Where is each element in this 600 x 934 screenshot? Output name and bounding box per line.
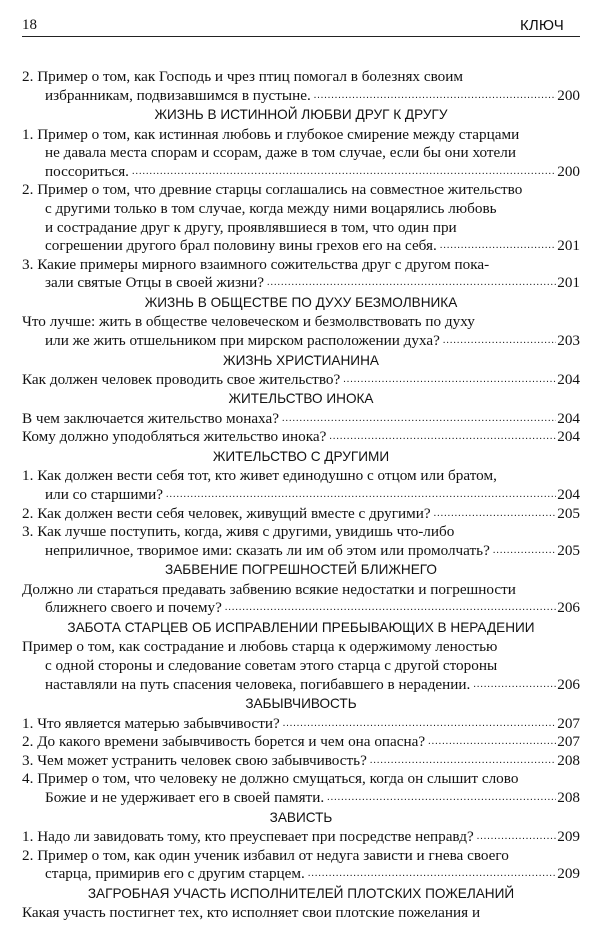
toc-entry-line (22, 332, 580, 351)
toc-entry-line (22, 68, 580, 87)
entry-text: Пример о том, как сострадание и любовь старца к одержимому леностью (22, 638, 498, 656)
toc-entry-line (22, 200, 580, 219)
toc-entry-line (22, 87, 580, 106)
dot-leader (434, 505, 557, 524)
entry-text: и сострадание друг к другу, проявлявшиеся в том, что один при (45, 218, 457, 236)
toc-entry-line (22, 638, 580, 657)
entry-page-number: 200 (557, 162, 580, 180)
entry-page-number: 206 (557, 599, 580, 617)
entry-text: 1. Что является матерью забывчивости? (22, 714, 280, 732)
toc-entry-line (22, 313, 580, 332)
toc-entry-line (22, 237, 580, 256)
entry-text: 3. Какие примеры мирного взаимного сожительства друг с другом пока- (22, 255, 490, 273)
section-heading: ЗАБВЕНИЕ ПОГРЕШНОСТЕЙ БЛИЖНЕГО (165, 562, 437, 578)
entry-page-number: 209 (557, 827, 580, 845)
toc-entry-line (22, 752, 580, 771)
entry-page-number: 201 (557, 274, 580, 292)
dot-leader (443, 332, 556, 351)
dot-leader (327, 789, 556, 808)
dot-leader (370, 752, 556, 771)
entry-text: Должно ли стараться предавать забвению всякие недостатки и погрешности (22, 580, 516, 598)
dot-leader (267, 274, 556, 293)
toc-entry-line (22, 428, 580, 447)
dot-leader (473, 676, 556, 695)
toc-entry-line (22, 581, 580, 600)
entry-page-number: 203 (557, 331, 580, 349)
section-heading: ЗАГРОБНАЯ УЧАСТЬ ИСПОЛНИТЕЛЕЙ ПЛОТСКИХ ПОЖЕЛАНИЙ (87, 885, 515, 901)
entry-text: В чем заключается жительство монаха? (22, 409, 279, 427)
entry-text: 2. Пример о том, что древние старцы соглашались на совместное жительство (22, 181, 523, 199)
toc-entry-line (22, 676, 580, 695)
toc-entry-line (22, 181, 580, 200)
entry-text: 3. Как лучше поступить, когда, живя с другими, увидишь что-либо (22, 523, 455, 541)
dot-leader (166, 486, 556, 505)
toc-entry-line (22, 770, 580, 789)
section-heading: ЖИЗНЬ ХРИСТИАНИНА (223, 352, 379, 368)
section-heading: ЖИЗНЬ В ОБЩЕСТВЕ ПО ДУХУ БЕЗМОЛВНИКА (144, 294, 458, 310)
toc-entry-line (22, 505, 580, 524)
entry-text: с другими только в том случае, когда между ними воцарялись любовь (45, 199, 497, 217)
dot-leader (440, 237, 556, 256)
entry-text: или же жить отшельником при мирском расположении духа? (45, 331, 440, 349)
toc-entry-line (22, 256, 580, 275)
toc-entry-line (22, 274, 580, 293)
entry-text: Как должен человек проводить свое жительство? (22, 370, 341, 388)
entry-text: 3. Чем может устранить человек свою забывчивость? (22, 751, 367, 769)
toc-entry-line (22, 599, 580, 618)
entry-text: 1. Как должен вести себя тот, кто живет единодушно с отцом или братом, (22, 467, 497, 485)
entry-page-number: 208 (557, 788, 580, 806)
entry-text: Кому должно уподобляться жительство инока? (22, 428, 327, 446)
toc-entry-line (22, 486, 580, 505)
entry-text: 1. Пример о том, как истинная любовь и глубокое смирение между старцами (22, 125, 520, 143)
entry-text: 2. Как должен вести себя человек, живущий вместе с другими? (22, 504, 431, 522)
page-number: 18 (22, 17, 37, 33)
entry-text: не давала места спорам и ссорам, даже в том случае, если бы они хотели (45, 144, 516, 162)
section-heading: ЖИТЕЛЬСТВО ИНОКА (228, 391, 374, 407)
toc-entry-line (22, 733, 580, 752)
entry-page-number: 205 (557, 504, 580, 522)
entry-text: избранникам, подвизавшимся в пустыне. (45, 86, 311, 104)
entry-text: зали святые Отцы в своей жизни? (45, 274, 265, 292)
toc-entry-line (22, 144, 580, 163)
entry-page-number: 207 (557, 733, 580, 751)
dot-leader (428, 733, 556, 752)
dot-leader (225, 599, 556, 618)
dot-leader (282, 410, 556, 429)
toc-entry-line (22, 657, 580, 676)
entry-text: с одной стороны и следование советам этого старца с другой стороны (45, 656, 498, 674)
entry-text: 2. Пример о том, как один ученик избавил от недуга зависти и гнева своего (22, 846, 509, 864)
entry-text: 2. Пример о том, как Господь и чрез птиц помогал в болезнях своим (22, 68, 463, 85)
entry-page-number: 209 (557, 865, 580, 883)
toc-entry-line (22, 410, 580, 429)
entry-text: Какая участь постигнет тех, кто исполняет свои плотские пожелания и (22, 904, 481, 922)
entry-page-number: 201 (557, 237, 580, 255)
entry-page-number: 204 (557, 428, 580, 446)
entry-page-number: 206 (557, 675, 580, 693)
toc-entry-line (22, 163, 580, 182)
toc-entry-line (22, 789, 580, 808)
entry-text: Божие и не удерживает его в своей памяти. (45, 788, 325, 806)
dot-leader (477, 828, 557, 847)
entry-text: наставляли на путь спасения человека, погибавшего в нерадении. (45, 675, 471, 693)
toc-entry-line (22, 219, 580, 238)
section-heading: ЗАВИСТЬ (269, 809, 333, 825)
running-header (22, 12, 580, 37)
toc-entry-line (22, 523, 580, 542)
entry-text: 4. Пример о том, что человеку не должно смущаться, когда он слышит слово (22, 770, 519, 788)
entry-page-number: 200 (557, 86, 580, 104)
toc-entry-line (22, 715, 580, 734)
entry-page-number: 204 (557, 486, 580, 504)
dot-leader (132, 163, 556, 182)
toc-entry-line (22, 467, 580, 486)
entry-page-number: 204 (557, 409, 580, 427)
dot-leader (314, 87, 556, 106)
entry-text: неприличное, творимое ими: сказать ли им об этом или промолчать? (45, 541, 490, 559)
section-heading: ЗАБЫВЧИВОСТЬ (245, 696, 357, 712)
entry-text: согрешении другого брал половину вины грехов его на себя. (45, 237, 437, 255)
entry-page-number: 204 (557, 370, 580, 388)
entry-text: 2. До какого времени забывчивость борется и чем она опасна? (22, 733, 426, 751)
toc-entry-line (22, 847, 580, 866)
dot-leader (493, 542, 556, 561)
toc-entry-line (22, 126, 580, 145)
toc-entry-line (22, 904, 580, 923)
dot-leader (308, 865, 556, 884)
entry-text: поссориться. (45, 162, 129, 180)
entry-text: или со старшими? (45, 486, 163, 504)
section-heading: ЖИЗНЬ В ИСТИННОЙ ЛЮБВИ ДРУГ К ДРУГУ (154, 107, 448, 123)
entry-text: Что лучше: жить в обществе человеческом и безмолвствовать по духу (22, 313, 475, 331)
section-heading: ЗАБОТА СТАРЦЕВ ОБ ИСПРАВЛЕНИИ ПРЕБЫВАЮЩИХ В НЕРАДЕНИИ (67, 620, 535, 635)
running-title: КЛЮЧ (519, 17, 564, 34)
entry-text: старца, примирив его с другим старцем. (45, 865, 305, 883)
toc-entry-line (22, 371, 580, 390)
entry-page-number: 208 (557, 751, 580, 769)
dot-leader (343, 371, 556, 390)
toc-entry-line (22, 865, 580, 884)
section-heading: ЖИТЕЛЬСТВО С ДРУГИМИ (212, 449, 390, 465)
toc-entry-line (22, 542, 580, 561)
table-of-contents (22, 68, 580, 923)
dot-leader (283, 715, 557, 734)
entry-text: 1. Надо ли завидовать тому, кто преуспевает при посредстве неправд? (22, 827, 474, 845)
entry-text: ближнего своего и почему? (45, 599, 222, 617)
toc-entry-line (22, 828, 580, 847)
entry-page-number: 205 (557, 541, 580, 559)
entry-page-number: 207 (557, 714, 580, 732)
dot-leader (329, 428, 556, 447)
